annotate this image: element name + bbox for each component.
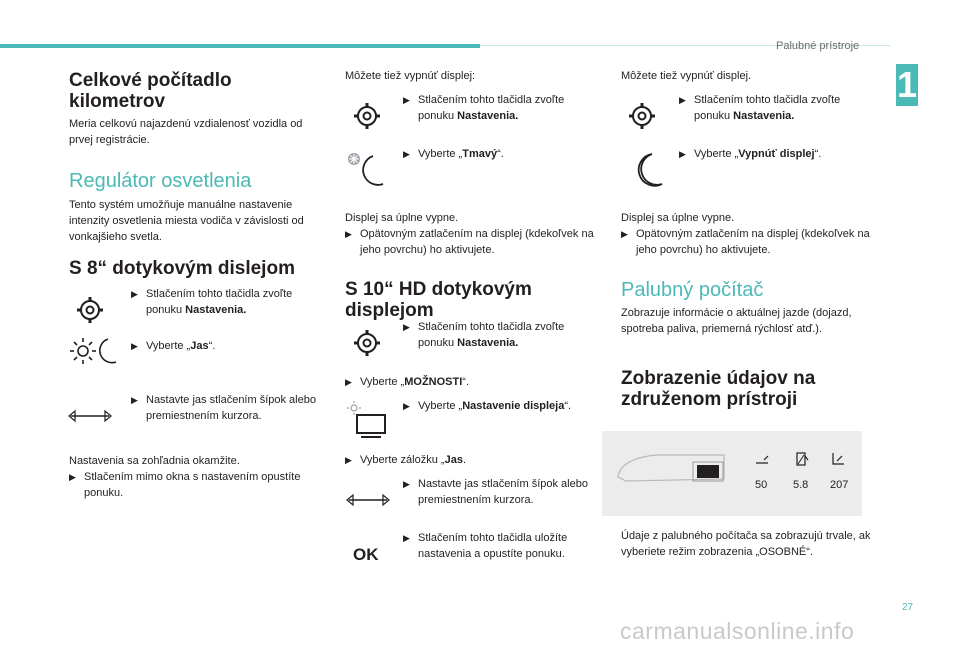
col3-step-off: ▶ Vyberte „Vypnúť displej“. xyxy=(679,148,822,160)
watermark: carmanualsonline.info xyxy=(620,618,855,644)
display-settings-icon xyxy=(345,400,389,440)
col3-step-settings: ▶ Stlačením tohto tlačidla zvoľte ponuku Nastavenia. xyxy=(679,94,841,122)
cluster-value-range: 50 xyxy=(755,479,768,491)
lighting-text: Tento systém umožňuje manuálne nastavenie intenzity osvetlenia miesta vodiča v závislosti od vonkajšieho svetla. xyxy=(69,199,304,243)
cluster-gauge-icon xyxy=(616,449,726,485)
s8-step-settings: ▶ Stlačením tohto tlačidla zvoľte ponuku Nastavenia. xyxy=(131,288,293,316)
moon-icon xyxy=(624,150,664,190)
gear-icon xyxy=(628,102,656,130)
instrument-cluster-image xyxy=(602,431,862,516)
trip-computer-title: Palubný počítač xyxy=(621,279,764,301)
brightness-sun-moon-icon xyxy=(70,336,118,366)
distance-icon xyxy=(830,451,846,467)
s10-step-save: ▶ Stlačením tohto tlačidla uložíte nastavenia a opustíte ponuku. xyxy=(403,532,568,560)
col2-off-note: Displej sa úplne vypne. ▶ Opätovným zatlačením na displej (kdekoľvek na jeho povrchu) ho aktivujete. xyxy=(345,212,594,256)
col2-intro: Môžete tiež vypnúť displej: xyxy=(345,70,476,82)
page-number: 27 xyxy=(902,602,914,613)
s8-step-brightness: ▶ Vyberte „Jas“. xyxy=(131,340,216,352)
slider-arrows-icon xyxy=(346,493,390,507)
col3-off-note: Displej sa úplne vypne. ▶ Opätovným zatlačením na displej (kdekoľvek na jeho povrchu) ho aktivujete. xyxy=(621,212,870,256)
col3-intro: Môžete tiež vypnúť displej. xyxy=(621,70,752,82)
cluster-value-consumption: 5.8 xyxy=(793,479,809,491)
gear-icon xyxy=(76,296,104,324)
s10-step-options: ▶ Vyberte „MOŽNOSTI“. xyxy=(345,376,470,388)
ok-button-icon: OK xyxy=(353,545,379,564)
fuel-consumption-icon xyxy=(794,451,810,467)
gear-icon xyxy=(353,102,381,130)
lighting-title: Regulátor osvetlenia xyxy=(69,170,252,192)
gear-icon xyxy=(353,329,381,357)
col2-step-settings: ▶ Stlačením tohto tlačidla zvoľte ponuku Nastavenia. xyxy=(403,94,565,122)
section-header: Palubné prístroje xyxy=(776,40,860,52)
s8-note: Nastavenia sa zohľadnia okamžite. ▶ Stlačením mimo okna s nastavením opustíte ponuku. xyxy=(69,455,301,499)
s10-step-adjust: ▶ Nastavte jas stlačením šípok alebo premiestnením kurzora. xyxy=(403,478,588,506)
s10-step-settings: ▶ Stlačením tohto tlačidla zvoľte ponuku Nastavenia. xyxy=(403,321,565,349)
s8-title: S 8“ dotykovým dislejom xyxy=(69,258,295,279)
trip-computer-text: Zobrazuje informácie o aktuálnej jazde (dojazd, spotreba paliva, priemerná rýchlosť atď.). xyxy=(621,307,852,335)
chapter-tab: 1 xyxy=(896,64,918,105)
header-accent-bar xyxy=(0,44,480,48)
s10-step-display: ▶ Vyberte „Nastavenie displeja“. xyxy=(403,400,572,412)
col2-step-dark: ▶ Vyberte „Tmavý“. xyxy=(403,148,504,160)
s10-step-tab: ▶ Vyberte záložku „Jas. xyxy=(345,454,466,466)
s8-step-adjust: ▶ Nastavte jas stlačením šípok alebo premiestnením kurzora. xyxy=(131,394,316,422)
dark-mode-icon xyxy=(345,150,385,190)
cluster-title: Zobrazenie údajov na združenom prístroji xyxy=(621,368,816,410)
slider-arrows-icon xyxy=(68,409,112,423)
s10-title: S 10“ HD dotykovým displejom xyxy=(345,279,532,321)
cluster-note: Údaje z palubného počítača sa zobrazujú trvale, ak vyberiete režim zobrazenia „OSOBNÉ“. xyxy=(621,530,871,558)
cluster-value-distance: 207 xyxy=(830,479,849,491)
odometer-text: Meria celkovú najazdenú vzdialenosť vozidla od prvej registrácie. xyxy=(69,118,303,146)
range-icon xyxy=(754,451,770,467)
odometer-title: Celkové počítadlo kilometrov xyxy=(69,70,232,112)
